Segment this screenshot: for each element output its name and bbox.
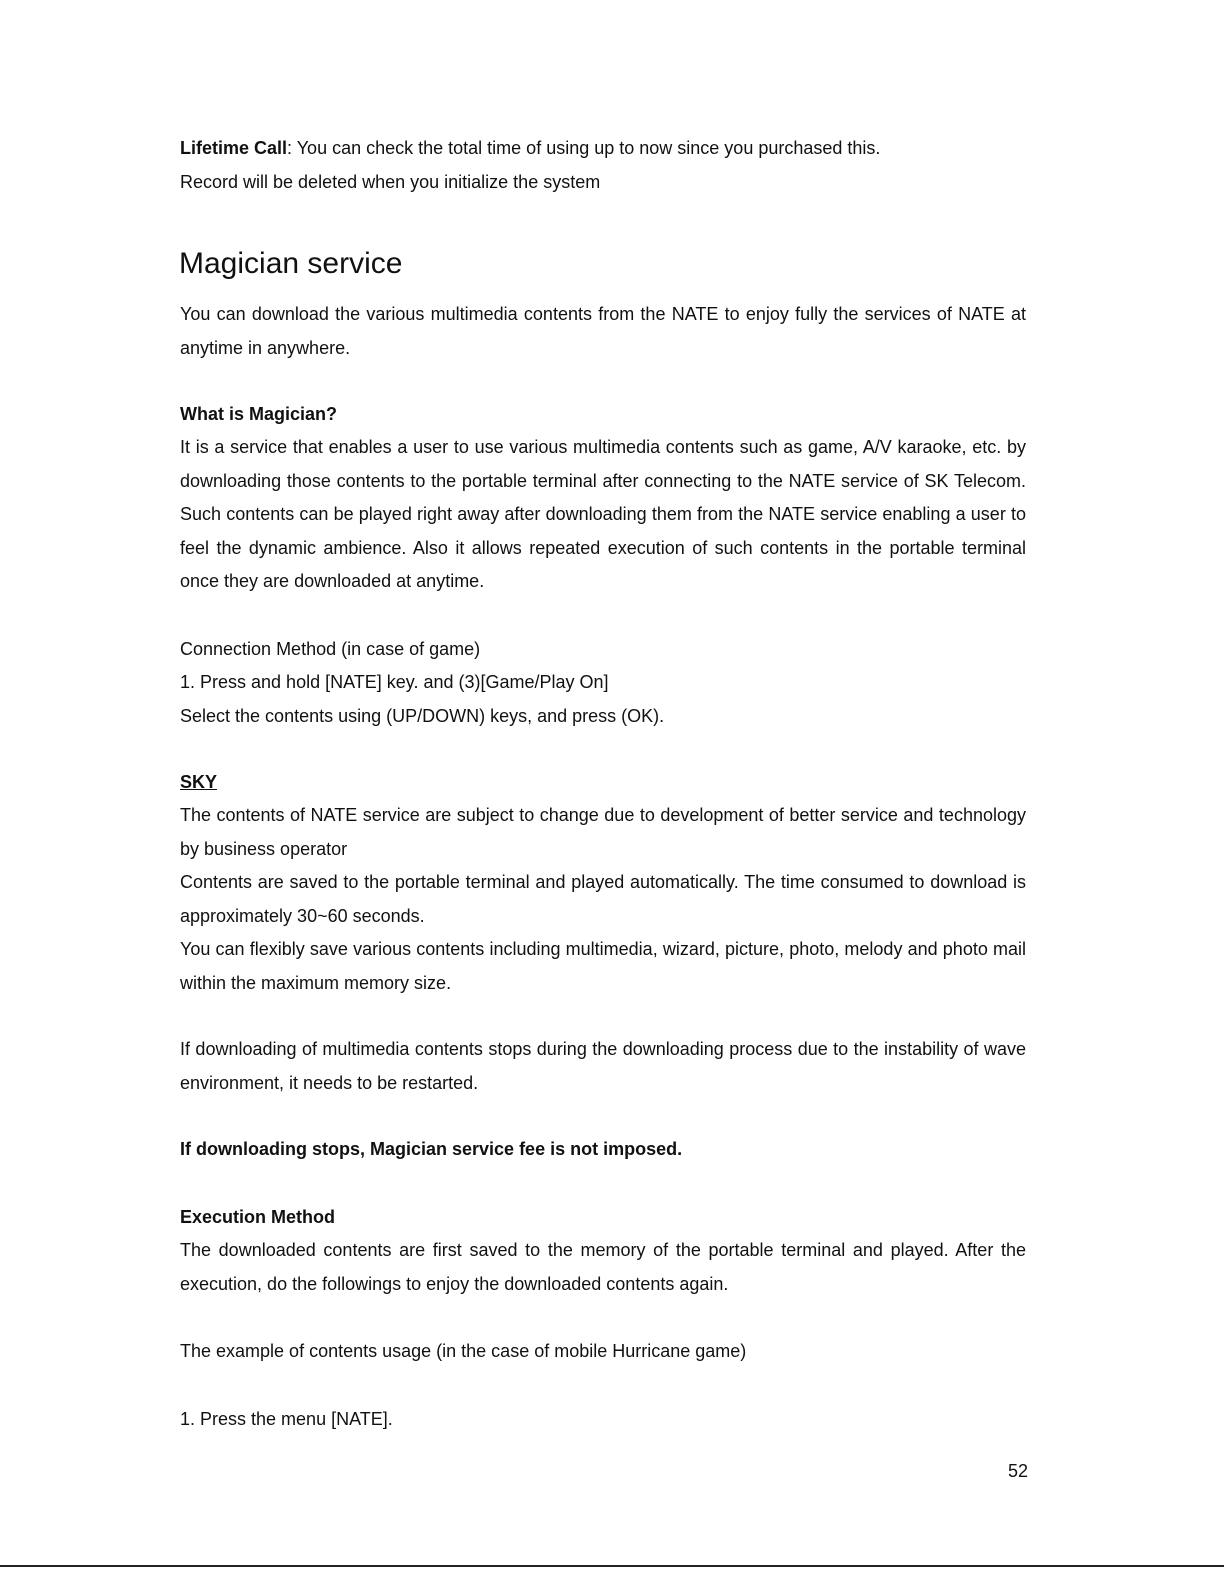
connection-title: Connection Method (in case of game) <box>180 639 481 659</box>
fee-note: If downloading stops, Magician service fee is not imposed. <box>180 1139 683 1159</box>
execution-paragraph: The downloaded contents are first saved to the memory of the portable terminal and played. After the execution, do the followings to enjoy the downloaded contents again. <box>180 1240 1026 1294</box>
sky-heading: SKY <box>180 772 218 792</box>
lifetime-call-line <box>180 137 880 159</box>
execution-heading: Execution Method <box>180 1207 336 1227</box>
intro-paragraph: You can download the various multimedia contents from the NATE to enjoy fully the services of NATE at anytime in anywhere. <box>180 304 1026 358</box>
lifetime-call-text: : You can check the total time of using up to now since you purchased this. <box>287 138 881 158</box>
sky-paragraph-1: The contents of NATE service are subject to change due to development of better service and technology by business operator <box>180 805 1026 859</box>
sky-paragraph-3: You can flexibly save various contents including multimedia, wizard, picture, photo, melody and photo mail within the maximum memory size. <box>180 939 1026 993</box>
what-is-paragraph: It is a service that enables a user to use various multimedia contents such as game, A/V karaoke, etc. by downloading those contents to the portable terminal after connecting to the NATE service of SK Telecom. Such contents can be played right away after downloading them from the NATE service enabling a user to feel the dynamic ambience. Also it allows repeated execution of such contents in the portable terminal once they are downloaded at anytime. <box>180 437 1026 591</box>
lifetime-call-note: Record will be deleted when you initialize the system <box>180 172 601 192</box>
section-title: Magician service <box>179 247 403 280</box>
what-is-heading: What is Magician? <box>180 404 338 424</box>
menu-step: 1. Press the menu [NATE]. <box>180 1409 393 1429</box>
download-stop-paragraph: If downloading of multimedia contents stops during the downloading process due to the instability of wave environment, it needs to be restarted. <box>180 1039 1026 1093</box>
bottom-rule <box>0 1565 1224 1567</box>
connection-step-2: Select the contents using (UP/DOWN) keys, and press (OK). <box>180 706 665 726</box>
connection-step-1: 1. Press and hold [NATE] key. and (3)[Game/Play On] <box>180 672 609 692</box>
sky-paragraph-2: Contents are saved to the portable terminal and played automatically. The time consumed to download is approximately 30~60 seconds. <box>180 872 1026 926</box>
page-number: 52 <box>1008 1461 1029 1481</box>
example-line: The example of contents usage (in the case of mobile Hurricane game) <box>180 1341 747 1361</box>
lifetime-call-label: Lifetime Call <box>180 138 288 158</box>
